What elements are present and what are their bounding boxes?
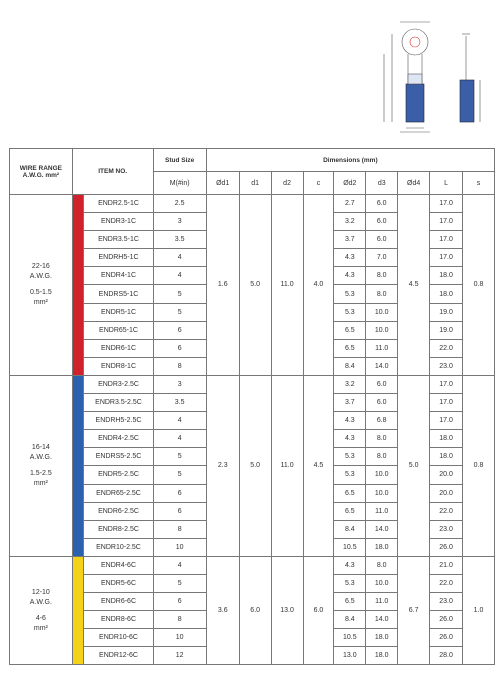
header-item-no: ITEM NO. <box>72 149 153 195</box>
dim-d3-cell: 10.0 <box>366 484 398 502</box>
stud-size-cell: 2.5 <box>153 195 206 213</box>
dim-s-cell: 0.8 <box>463 195 495 376</box>
dim-d3-cell: 14.0 <box>366 357 398 375</box>
stud-size-cell: 10 <box>153 629 206 647</box>
stud-size-cell: 3 <box>153 375 206 393</box>
stud-size-cell: 3 <box>153 213 206 231</box>
header-stud-size: Stud Size <box>153 149 206 172</box>
item-no-cell: ENDR65-1C <box>84 321 153 339</box>
dim-d3-cell: 6.0 <box>366 375 398 393</box>
ring-terminal-drawing-icon <box>370 14 496 134</box>
item-no-cell: ENDR12-6C <box>84 647 153 665</box>
dim-od2-cell: 3.7 <box>334 231 366 249</box>
dim-l-cell: 17.0 <box>430 195 463 213</box>
dim-s-cell: 1.0 <box>463 556 495 665</box>
header-dimensions: Dimensions (mm) <box>206 149 494 172</box>
dim-l-cell: 23.0 <box>430 357 463 375</box>
item-no-cell: ENDRH5-1C <box>84 249 153 267</box>
dim-d3-cell: 11.0 <box>366 339 398 357</box>
dim-od1-cell: 3.6 <box>206 556 239 665</box>
dim-od2-cell: 3.2 <box>334 213 366 231</box>
dim-l-cell: 18.0 <box>430 448 463 466</box>
dim-od2-cell: 6.5 <box>334 484 366 502</box>
stud-size-cell: 8 <box>153 611 206 629</box>
item-no-cell: ENDR8-2.5C <box>84 520 153 538</box>
dim-d3-cell: 8.0 <box>366 430 398 448</box>
dim-s-cell: 0.8 <box>463 375 495 556</box>
dim-c-cell: 4.0 <box>303 195 334 376</box>
dim-od2-cell: 5.3 <box>334 285 366 303</box>
dim-od2-cell: 10.5 <box>334 629 366 647</box>
dim-od2-cell: 8.4 <box>334 357 366 375</box>
dim-d1-cell: 5.0 <box>239 375 271 556</box>
dim-l-cell: 26.0 <box>430 538 463 556</box>
stud-size-cell: 5 <box>153 448 206 466</box>
stud-size-cell: 3.5 <box>153 231 206 249</box>
stud-size-cell: 5 <box>153 285 206 303</box>
stud-size-cell: 6 <box>153 339 206 357</box>
dim-d3-cell: 8.0 <box>366 267 398 285</box>
terminal-spec-table <box>9 148 495 665</box>
dim-d3-cell: 10.0 <box>366 303 398 321</box>
stud-size-cell: 8 <box>153 520 206 538</box>
stud-size-cell: 12 <box>153 647 206 665</box>
wire-range-line: 12-10 <box>31 588 50 596</box>
item-no-cell: ENDR10-2.5C <box>84 538 153 556</box>
wire-range-cell <box>10 556 73 665</box>
dim-l-cell: 21.0 <box>430 556 463 574</box>
dim-l-cell: 26.0 <box>430 629 463 647</box>
wire-range-line: 4-6 <box>35 614 46 622</box>
dim-d3-cell: 11.0 <box>366 502 398 520</box>
table-row <box>10 195 495 213</box>
dim-od2-cell: 5.3 <box>334 303 366 321</box>
item-no-cell: ENDR8-6C <box>84 611 153 629</box>
item-no-cell: ENDR6-2.5C <box>84 502 153 520</box>
dim-d3-cell: 10.0 <box>366 466 398 484</box>
dim-d3-cell: 8.0 <box>366 285 398 303</box>
item-no-cell: ENDR6-1C <box>84 339 153 357</box>
stud-size-cell: 6 <box>153 593 206 611</box>
dim-od1-cell: 2.3 <box>206 375 239 556</box>
wire-range-line: mm² <box>33 624 48 632</box>
dim-l-cell: 26.0 <box>430 611 463 629</box>
dim-l-cell: 18.0 <box>430 430 463 448</box>
header-col-d1: d1 <box>239 172 271 195</box>
dim-od2-cell: 8.4 <box>334 520 366 538</box>
header-col-od2: Ød2 <box>334 172 366 195</box>
stud-size-cell: 4 <box>153 249 206 267</box>
dim-l-cell: 22.0 <box>430 502 463 520</box>
dim-l-cell: 17.0 <box>430 231 463 249</box>
dim-l-cell: 19.0 <box>430 321 463 339</box>
dim-c-cell: 4.5 <box>303 375 334 556</box>
stud-size-cell: 6 <box>153 502 206 520</box>
stud-size-cell: 5 <box>153 574 206 592</box>
dim-l-cell: 20.0 <box>430 466 463 484</box>
dim-od4-cell: 4.5 <box>398 195 430 376</box>
wire-range-line: A.W.G. <box>29 598 52 606</box>
item-no-cell: ENDR3-2.5C <box>84 375 153 393</box>
dim-d3-cell: 18.0 <box>366 647 398 665</box>
item-no-cell: ENDR3.5-2.5C <box>84 394 153 412</box>
dim-d3-cell: 10.0 <box>366 321 398 339</box>
item-no-cell: ENDR3-1C <box>84 213 153 231</box>
dim-od2-cell: 2.7 <box>334 195 366 213</box>
stud-size-cell: 4 <box>153 430 206 448</box>
dim-d3-cell: 14.0 <box>366 520 398 538</box>
wire-range-line: A.W.G. <box>29 453 52 461</box>
dim-od2-cell: 3.2 <box>334 375 366 393</box>
dim-l-cell: 17.0 <box>430 249 463 267</box>
header-col-l: L <box>430 172 463 195</box>
dim-l-cell: 17.0 <box>430 412 463 430</box>
dim-d3-cell: 10.0 <box>366 574 398 592</box>
stud-size-cell: 4 <box>153 412 206 430</box>
stud-size-cell: 6 <box>153 321 206 339</box>
stud-size-cell: 3.5 <box>153 394 206 412</box>
item-no-cell: ENDR5-2.5C <box>84 466 153 484</box>
dim-c-cell: 6.0 <box>303 556 334 665</box>
wire-range-line: mm² <box>33 479 48 487</box>
stud-size-cell: 5 <box>153 466 206 484</box>
header-stud-unit: M(#in) <box>153 172 206 195</box>
dim-l-cell: 28.0 <box>430 647 463 665</box>
stud-size-cell: 4 <box>153 267 206 285</box>
header-wire-range: WIRE RANGE A.W.G. mm² <box>10 149 73 195</box>
wire-range-line: 22-16 <box>31 262 50 270</box>
wire-range-line: 1.5-2.5 <box>29 469 52 477</box>
item-no-cell: ENDR2.5-1C <box>84 195 153 213</box>
table-row <box>10 556 495 574</box>
stud-size-cell: 6 <box>153 484 206 502</box>
dim-od2-cell: 6.5 <box>334 339 366 357</box>
dim-od2-cell: 3.7 <box>334 394 366 412</box>
dim-od4-cell: 5.0 <box>398 375 430 556</box>
dim-d3-cell: 8.0 <box>366 556 398 574</box>
color-code-bar <box>72 556 84 665</box>
dim-d3-cell: 11.0 <box>366 593 398 611</box>
dim-od2-cell: 6.5 <box>334 502 366 520</box>
dim-l-cell: 17.0 <box>430 213 463 231</box>
dim-od2-cell: 5.3 <box>334 448 366 466</box>
dim-l-cell: 17.0 <box>430 394 463 412</box>
dim-l-cell: 22.0 <box>430 574 463 592</box>
dim-od4-cell: 6.7 <box>398 556 430 665</box>
stud-size-cell: 8 <box>153 357 206 375</box>
dim-l-cell: 23.0 <box>430 520 463 538</box>
item-no-cell: ENDRH5-2.5C <box>84 412 153 430</box>
wire-range-cell <box>10 375 73 556</box>
item-no-cell: ENDR4-2.5C <box>84 430 153 448</box>
dim-od2-cell: 8.4 <box>334 611 366 629</box>
dim-od2-cell: 4.3 <box>334 412 366 430</box>
dim-od2-cell: 5.3 <box>334 574 366 592</box>
dim-od2-cell: 4.3 <box>334 556 366 574</box>
item-no-cell: ENDR5-1C <box>84 303 153 321</box>
stud-size-cell: 10 <box>153 538 206 556</box>
dim-l-cell: 17.0 <box>430 375 463 393</box>
dim-l-cell: 20.0 <box>430 484 463 502</box>
dim-d3-cell: 14.0 <box>366 611 398 629</box>
item-no-cell: ENDRS5-1C <box>84 285 153 303</box>
item-no-cell: ENDR65-2.5C <box>84 484 153 502</box>
item-no-cell: ENDR6-6C <box>84 593 153 611</box>
color-code-bar <box>72 375 84 556</box>
header-col-d2: d2 <box>271 172 303 195</box>
dim-od1-cell: 1.6 <box>206 195 239 376</box>
item-no-cell: ENDR5-6C <box>84 574 153 592</box>
dim-od2-cell: 6.5 <box>334 593 366 611</box>
stud-size-cell: 5 <box>153 303 206 321</box>
item-no-cell: ENDR4-6C <box>84 556 153 574</box>
dim-l-cell: 22.0 <box>430 339 463 357</box>
dim-d2-cell: 13.0 <box>271 556 303 665</box>
stud-size-cell: 4 <box>153 556 206 574</box>
dim-od2-cell: 4.3 <box>334 430 366 448</box>
wire-range-line: 0.5-1.5 <box>29 288 52 296</box>
item-no-cell: ENDR4-1C <box>84 267 153 285</box>
dim-l-cell: 18.0 <box>430 285 463 303</box>
header-col-s: s <box>463 172 495 195</box>
dim-od2-cell: 4.3 <box>334 267 366 285</box>
dim-d2-cell: 11.0 <box>271 375 303 556</box>
dim-d3-cell: 18.0 <box>366 538 398 556</box>
color-code-bar <box>72 195 84 376</box>
dim-od2-cell: 4.3 <box>334 249 366 267</box>
dim-d2-cell: 11.0 <box>271 195 303 376</box>
dim-od2-cell: 6.5 <box>334 321 366 339</box>
dim-d3-cell: 7.0 <box>366 249 398 267</box>
dim-l-cell: 19.0 <box>430 303 463 321</box>
table-row <box>10 375 495 393</box>
dim-od2-cell: 5.3 <box>334 466 366 484</box>
wire-range-line: mm² <box>33 298 48 306</box>
dim-d3-cell: 6.0 <box>366 213 398 231</box>
dim-d3-cell: 6.0 <box>366 394 398 412</box>
wire-range-line: A.W.G. <box>29 272 52 280</box>
item-no-cell: ENDRS5-2.5C <box>84 448 153 466</box>
dim-od2-cell: 13.0 <box>334 647 366 665</box>
header-col-od1: Ød1 <box>206 172 239 195</box>
item-no-cell: ENDR3.5-1C <box>84 231 153 249</box>
wire-range-line: 16-14 <box>31 443 50 451</box>
item-no-cell: ENDR10-6C <box>84 629 153 647</box>
dim-d3-cell: 18.0 <box>366 629 398 647</box>
dim-d3-cell: 6.8 <box>366 412 398 430</box>
dim-d3-cell: 8.0 <box>366 448 398 466</box>
dim-d1-cell: 5.0 <box>239 195 271 376</box>
dim-od2-cell: 10.5 <box>334 538 366 556</box>
header-col-d3: d3 <box>366 172 398 195</box>
dim-d1-cell: 6.0 <box>239 556 271 665</box>
item-no-cell: ENDR8-1C <box>84 357 153 375</box>
wire-range-cell <box>10 195 73 376</box>
dim-l-cell: 23.0 <box>430 593 463 611</box>
dim-l-cell: 18.0 <box>430 267 463 285</box>
header-col-od4: Ød4 <box>398 172 430 195</box>
header-col-c: c <box>303 172 334 195</box>
dim-d3-cell: 6.0 <box>366 231 398 249</box>
dim-d3-cell: 6.0 <box>366 195 398 213</box>
